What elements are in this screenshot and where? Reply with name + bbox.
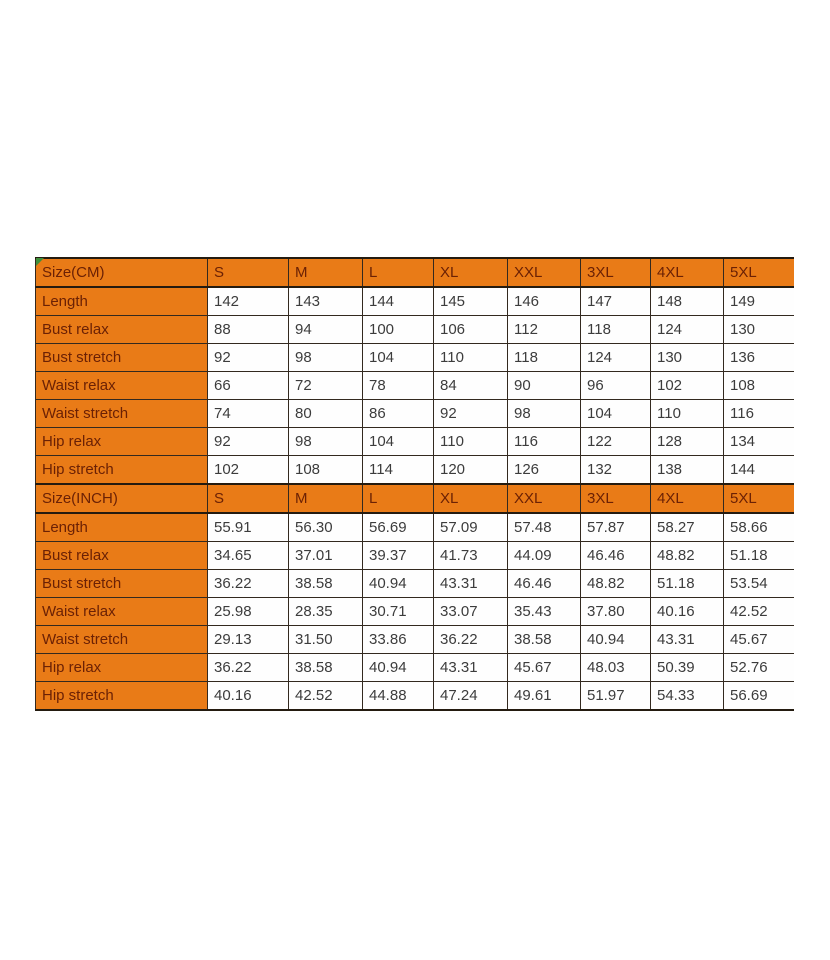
table-row	[36, 344, 794, 372]
value-cell: 146	[508, 287, 581, 316]
table-row	[36, 316, 794, 344]
value-cell: 44.88	[363, 682, 434, 711]
row-label-cell: Bust stretch	[36, 344, 208, 372]
column-header-cell: 4XL	[651, 258, 724, 287]
value-cell: 124	[651, 316, 724, 344]
column-header-cell: 3XL	[581, 258, 651, 287]
section-title-cell: Size(CM)	[36, 258, 208, 287]
column-header-cell: M	[289, 484, 363, 513]
row-label-cell: Hip relax	[36, 428, 208, 456]
row-label-cell: Bust relax	[36, 316, 208, 344]
row-label-cell: Hip stretch	[36, 682, 208, 711]
value-cell: 37.01	[289, 542, 363, 570]
value-cell: 92	[208, 344, 289, 372]
table-row	[36, 570, 794, 598]
value-cell: 40.94	[363, 654, 434, 682]
value-cell: 51.97	[581, 682, 651, 711]
value-cell: 104	[363, 428, 434, 456]
value-cell: 52.76	[724, 654, 794, 682]
value-cell: 144	[724, 456, 794, 485]
value-cell: 86	[363, 400, 434, 428]
value-cell: 29.13	[208, 626, 289, 654]
value-cell: 92	[208, 428, 289, 456]
size-chart-body	[36, 258, 794, 710]
value-cell: 53.54	[724, 570, 794, 598]
value-cell: 92	[434, 400, 508, 428]
column-header-cell: XL	[434, 484, 508, 513]
value-cell: 90	[508, 372, 581, 400]
value-cell: 122	[581, 428, 651, 456]
value-cell: 108	[289, 456, 363, 485]
value-cell: 56.69	[724, 682, 794, 711]
value-cell: 136	[724, 344, 794, 372]
value-cell: 84	[434, 372, 508, 400]
row-label-cell: Hip stretch	[36, 456, 208, 485]
table-row	[36, 287, 794, 316]
column-header-cell: 5XL	[724, 484, 794, 513]
value-cell: 42.52	[289, 682, 363, 711]
value-cell: 47.24	[434, 682, 508, 711]
row-label-cell: Hip relax	[36, 654, 208, 682]
value-cell: 36.22	[434, 626, 508, 654]
row-label-cell: Waist relax	[36, 372, 208, 400]
value-cell: 43.31	[651, 626, 724, 654]
value-cell: 66	[208, 372, 289, 400]
value-cell: 130	[651, 344, 724, 372]
value-cell: 118	[508, 344, 581, 372]
value-cell: 50.39	[651, 654, 724, 682]
value-cell: 37.80	[581, 598, 651, 626]
column-header-cell: M	[289, 258, 363, 287]
value-cell: 55.91	[208, 513, 289, 542]
value-cell: 54.33	[651, 682, 724, 711]
section-header-row	[36, 484, 794, 513]
value-cell: 45.67	[724, 626, 794, 654]
value-cell: 78	[363, 372, 434, 400]
value-cell: 94	[289, 316, 363, 344]
value-cell: 110	[434, 428, 508, 456]
cell-corner-mark	[36, 258, 44, 266]
value-cell: 102	[208, 456, 289, 485]
value-cell: 144	[363, 287, 434, 316]
value-cell: 118	[581, 316, 651, 344]
table-row	[36, 682, 794, 711]
column-header-cell: 5XL	[724, 258, 794, 287]
row-label-cell: Bust relax	[36, 542, 208, 570]
value-cell: 40.16	[208, 682, 289, 711]
value-cell: 134	[724, 428, 794, 456]
value-cell: 48.82	[651, 542, 724, 570]
table-row	[36, 542, 794, 570]
table-row	[36, 428, 794, 456]
table-row	[36, 513, 794, 542]
table-row	[36, 654, 794, 682]
table-row	[36, 400, 794, 428]
value-cell: 36.22	[208, 654, 289, 682]
value-cell: 88	[208, 316, 289, 344]
value-cell: 40.94	[581, 626, 651, 654]
value-cell: 30.71	[363, 598, 434, 626]
value-cell: 45.67	[508, 654, 581, 682]
row-label-cell: Waist relax	[36, 598, 208, 626]
row-label-cell: Waist stretch	[36, 626, 208, 654]
value-cell: 28.35	[289, 598, 363, 626]
value-cell: 49.61	[508, 682, 581, 711]
value-cell: 48.03	[581, 654, 651, 682]
column-header-cell: L	[363, 484, 434, 513]
value-cell: 58.27	[651, 513, 724, 542]
value-cell: 56.30	[289, 513, 363, 542]
value-cell: 58.66	[724, 513, 794, 542]
table-row	[36, 626, 794, 654]
row-label-cell: Length	[36, 513, 208, 542]
value-cell: 44.09	[508, 542, 581, 570]
value-cell: 147	[581, 287, 651, 316]
value-cell: 98	[289, 428, 363, 456]
value-cell: 149	[724, 287, 794, 316]
value-cell: 48.82	[581, 570, 651, 598]
value-cell: 38.58	[289, 654, 363, 682]
value-cell: 46.46	[508, 570, 581, 598]
value-cell: 104	[363, 344, 434, 372]
value-cell: 36.22	[208, 570, 289, 598]
value-cell: 100	[363, 316, 434, 344]
value-cell: 143	[289, 287, 363, 316]
column-header-cell: XXL	[508, 258, 581, 287]
value-cell: 38.58	[289, 570, 363, 598]
value-cell: 31.50	[289, 626, 363, 654]
value-cell: 42.52	[724, 598, 794, 626]
column-header-cell: S	[208, 258, 289, 287]
value-cell: 116	[724, 400, 794, 428]
value-cell: 43.31	[434, 654, 508, 682]
value-cell: 39.37	[363, 542, 434, 570]
row-label-cell: Waist stretch	[36, 400, 208, 428]
value-cell: 57.48	[508, 513, 581, 542]
value-cell: 148	[651, 287, 724, 316]
value-cell: 56.69	[363, 513, 434, 542]
value-cell: 40.94	[363, 570, 434, 598]
value-cell: 138	[651, 456, 724, 485]
value-cell: 110	[434, 344, 508, 372]
value-cell: 57.87	[581, 513, 651, 542]
value-cell: 74	[208, 400, 289, 428]
section-header-row	[36, 258, 794, 287]
table-row	[36, 598, 794, 626]
value-cell: 124	[581, 344, 651, 372]
value-cell: 104	[581, 400, 651, 428]
value-cell: 142	[208, 287, 289, 316]
value-cell: 120	[434, 456, 508, 485]
row-label-cell: Length	[36, 287, 208, 316]
value-cell: 33.07	[434, 598, 508, 626]
value-cell: 114	[363, 456, 434, 485]
value-cell: 98	[508, 400, 581, 428]
value-cell: 128	[651, 428, 724, 456]
value-cell: 132	[581, 456, 651, 485]
column-header-cell: XL	[434, 258, 508, 287]
column-header-cell: L	[363, 258, 434, 287]
value-cell: 102	[651, 372, 724, 400]
row-label-cell: Bust stretch	[36, 570, 208, 598]
value-cell: 126	[508, 456, 581, 485]
value-cell: 80	[289, 400, 363, 428]
size-chart	[35, 257, 794, 711]
value-cell: 51.18	[724, 542, 794, 570]
value-cell: 38.58	[508, 626, 581, 654]
value-cell: 98	[289, 344, 363, 372]
value-cell: 145	[434, 287, 508, 316]
value-cell: 43.31	[434, 570, 508, 598]
value-cell: 72	[289, 372, 363, 400]
table-row	[36, 372, 794, 400]
value-cell: 108	[724, 372, 794, 400]
value-cell: 51.18	[651, 570, 724, 598]
value-cell: 25.98	[208, 598, 289, 626]
value-cell: 110	[651, 400, 724, 428]
value-cell: 40.16	[651, 598, 724, 626]
value-cell: 116	[508, 428, 581, 456]
column-header-cell: XXL	[508, 484, 581, 513]
value-cell: 35.43	[508, 598, 581, 626]
section-title-cell: Size(INCH)	[36, 484, 208, 513]
value-cell: 96	[581, 372, 651, 400]
column-header-cell: 3XL	[581, 484, 651, 513]
column-header-cell: 4XL	[651, 484, 724, 513]
value-cell: 41.73	[434, 542, 508, 570]
value-cell: 57.09	[434, 513, 508, 542]
value-cell: 112	[508, 316, 581, 344]
value-cell: 33.86	[363, 626, 434, 654]
value-cell: 46.46	[581, 542, 651, 570]
value-cell: 130	[724, 316, 794, 344]
value-cell: 106	[434, 316, 508, 344]
column-header-cell: S	[208, 484, 289, 513]
value-cell: 34.65	[208, 542, 289, 570]
size-chart-table	[35, 257, 794, 711]
table-row	[36, 456, 794, 485]
